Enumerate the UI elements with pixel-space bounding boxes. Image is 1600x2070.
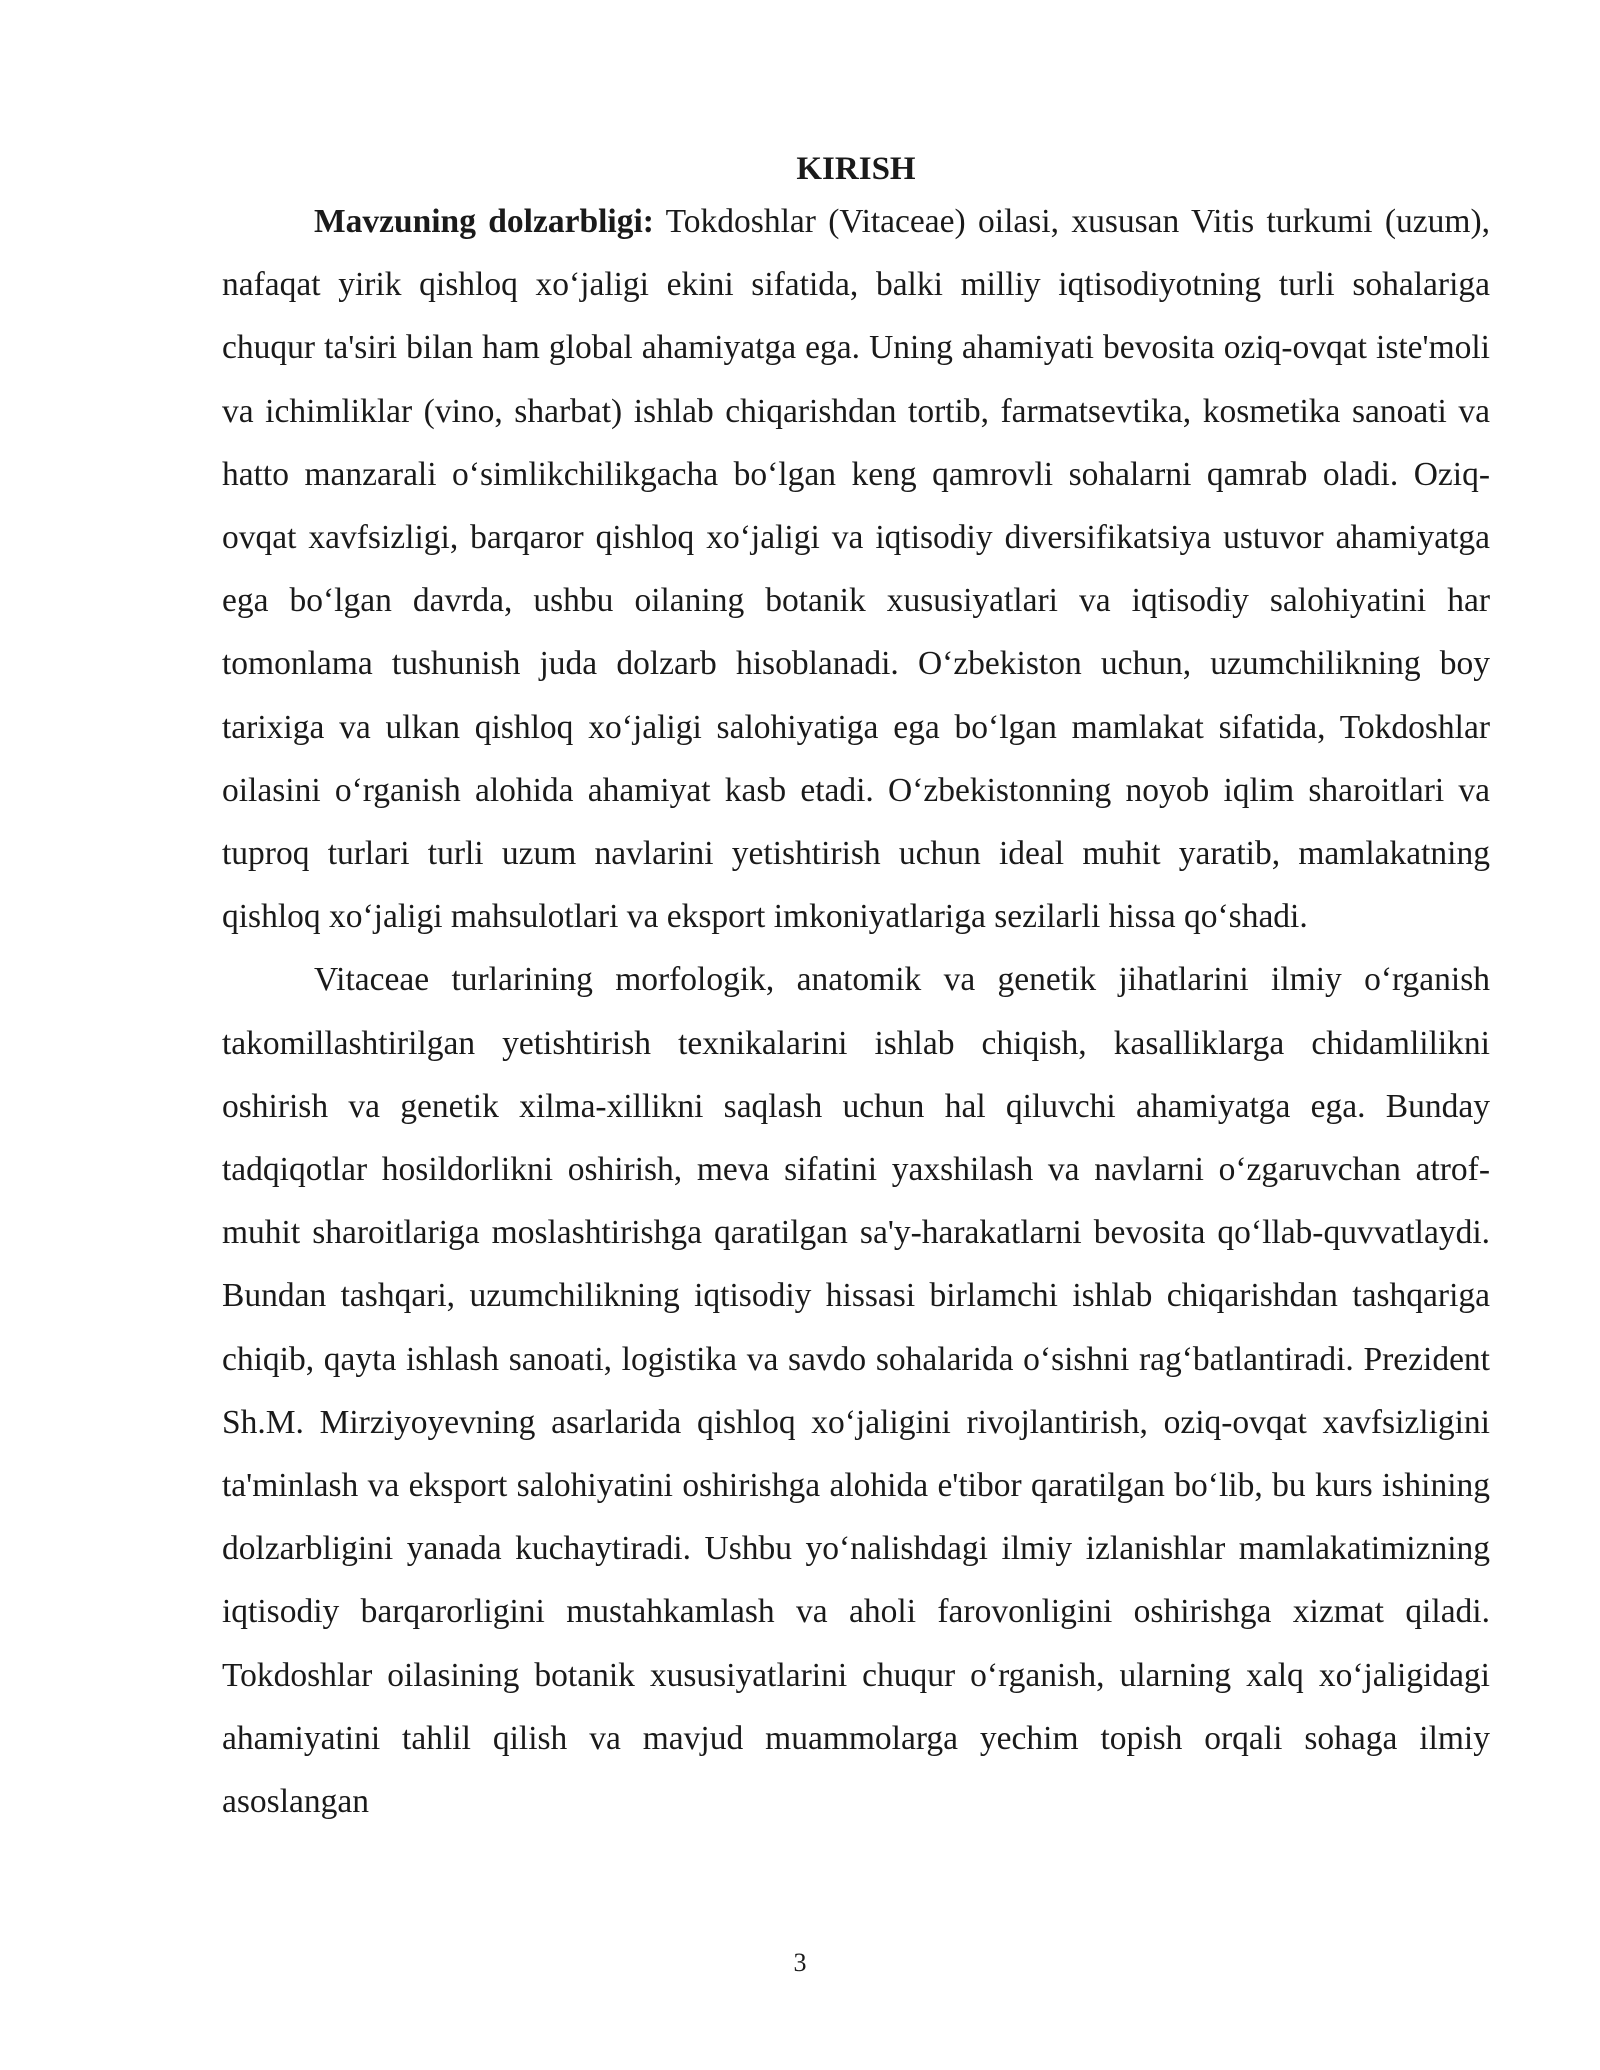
paragraph-text: Tokdoshlar (Vitaceae) oilasi, xususan Vitis turkumi (uzum), nafaqat yirik qishloq xo‘jaligi ekini sifatida, balki milliy iqtisodiyotning turli sohalariga chuqur ta'siri bilan ham global ahamiyatga ega. Uning ahamiyati bevosita oziq-ovqat iste'moli va ichimliklar (vino, sharbat) ishlab chiqarishdan tortib, farmatsevtika, kosmetika sanoati va hatto manzarali o‘simlikchilikgacha bo‘lgan keng qamrovli sohalarni qamrab oladi. Oziq-ovqat xavfsizligi, barqaror qishloq xo‘jaligi va iqtisodiy diversifikatsiya ustuvor ahamiyatga ega bo‘lgan davrda, ushbu oilaning botanik xususiyatlari va iqtisodiy salohiyatini har tomonlama tushunish juda dolzarb hisoblanadi. O‘zbekiston uchun, uzumchilikning boy tarixiga va ulkan qishloq xo‘jaligi salohiyatiga ega bo‘lgan mamlakat sifatida, Tokdoshlar oilasini o‘rganish alohida ahamiyat kasb etadi. O‘zbekistonning noyob iqlim sharoitlari va tuproq turlari turli uzum navlarini yetishtirish uchun ideal muhit yaratib, mamlakatning qishloq xo‘jaligi mahsulotlari va eksport imkoniyatlariga sezilarli hissa qo‘shadi. [222, 203, 1490, 936]
paragraph-lead: Mavzuning dolzarbligi: [314, 203, 654, 240]
paragraph-relevance [222, 190, 1490, 948]
paragraph-research [222, 948, 1490, 1833]
paragraph-text: Vitaceae turlarining morfologik, anatomik va genetik jihatlarini ilmiy o‘rganish takomillashtirilgan yetishtirish texnikalarini ishlab chiqish, kasalliklarga chidamlilikni oshirish va genetik xilma-xillikni saqlash uchun hal qiluvchi ahamiyatga ega. Bunday tadqiqotlar hosildorlikni oshirish, meva sifatini yaxshilash va navlarni o‘zgaruvchan atrof-muhit sharoitlariga moslashtirishga qaratilgan sa'y-harakatlarni bevosita qo‘llab-quvvatlaydi. Bundan tashqari, uzumchilikning iqtisodiy hissasi birlamchi ishlab chiqarishdan tashqariga chiqib, qayta ishlash sanoati, logistika va savdo sohalarida o‘sishni rag‘batlantiradi. Prezident Sh.M. Mirziyoyevning asarlarida qishloq xo‘jaligini rivojlantirish, oziq-ovqat xavfsizligini ta'minlash va eksport salohiyatini oshirishga alohida e'tibor qaratilgan bo‘lib, bu kurs ishining dolzarbligini yanada kuchaytiradi. Ushbu yo‘nalishdagi ilmiy izlanishlar mamlakatimizning iqtisodiy barqarorligini mustahkamlash va aholi farovonligini oshirishga xizmat qiladi. Tokdoshlar oilasining botanik xususiyatlarini chuqur o‘rganish, ularning xalq xo‘jaligidagi ahamiyatini tahlil qilish va mavjud muammolarga yechim topish orqali sohaga ilmiy asoslangan [222, 961, 1490, 1821]
document-page [222, 150, 1490, 1833]
section-heading: KIRISH [796, 151, 916, 187]
page-number: 3 [793, 1948, 807, 1977]
